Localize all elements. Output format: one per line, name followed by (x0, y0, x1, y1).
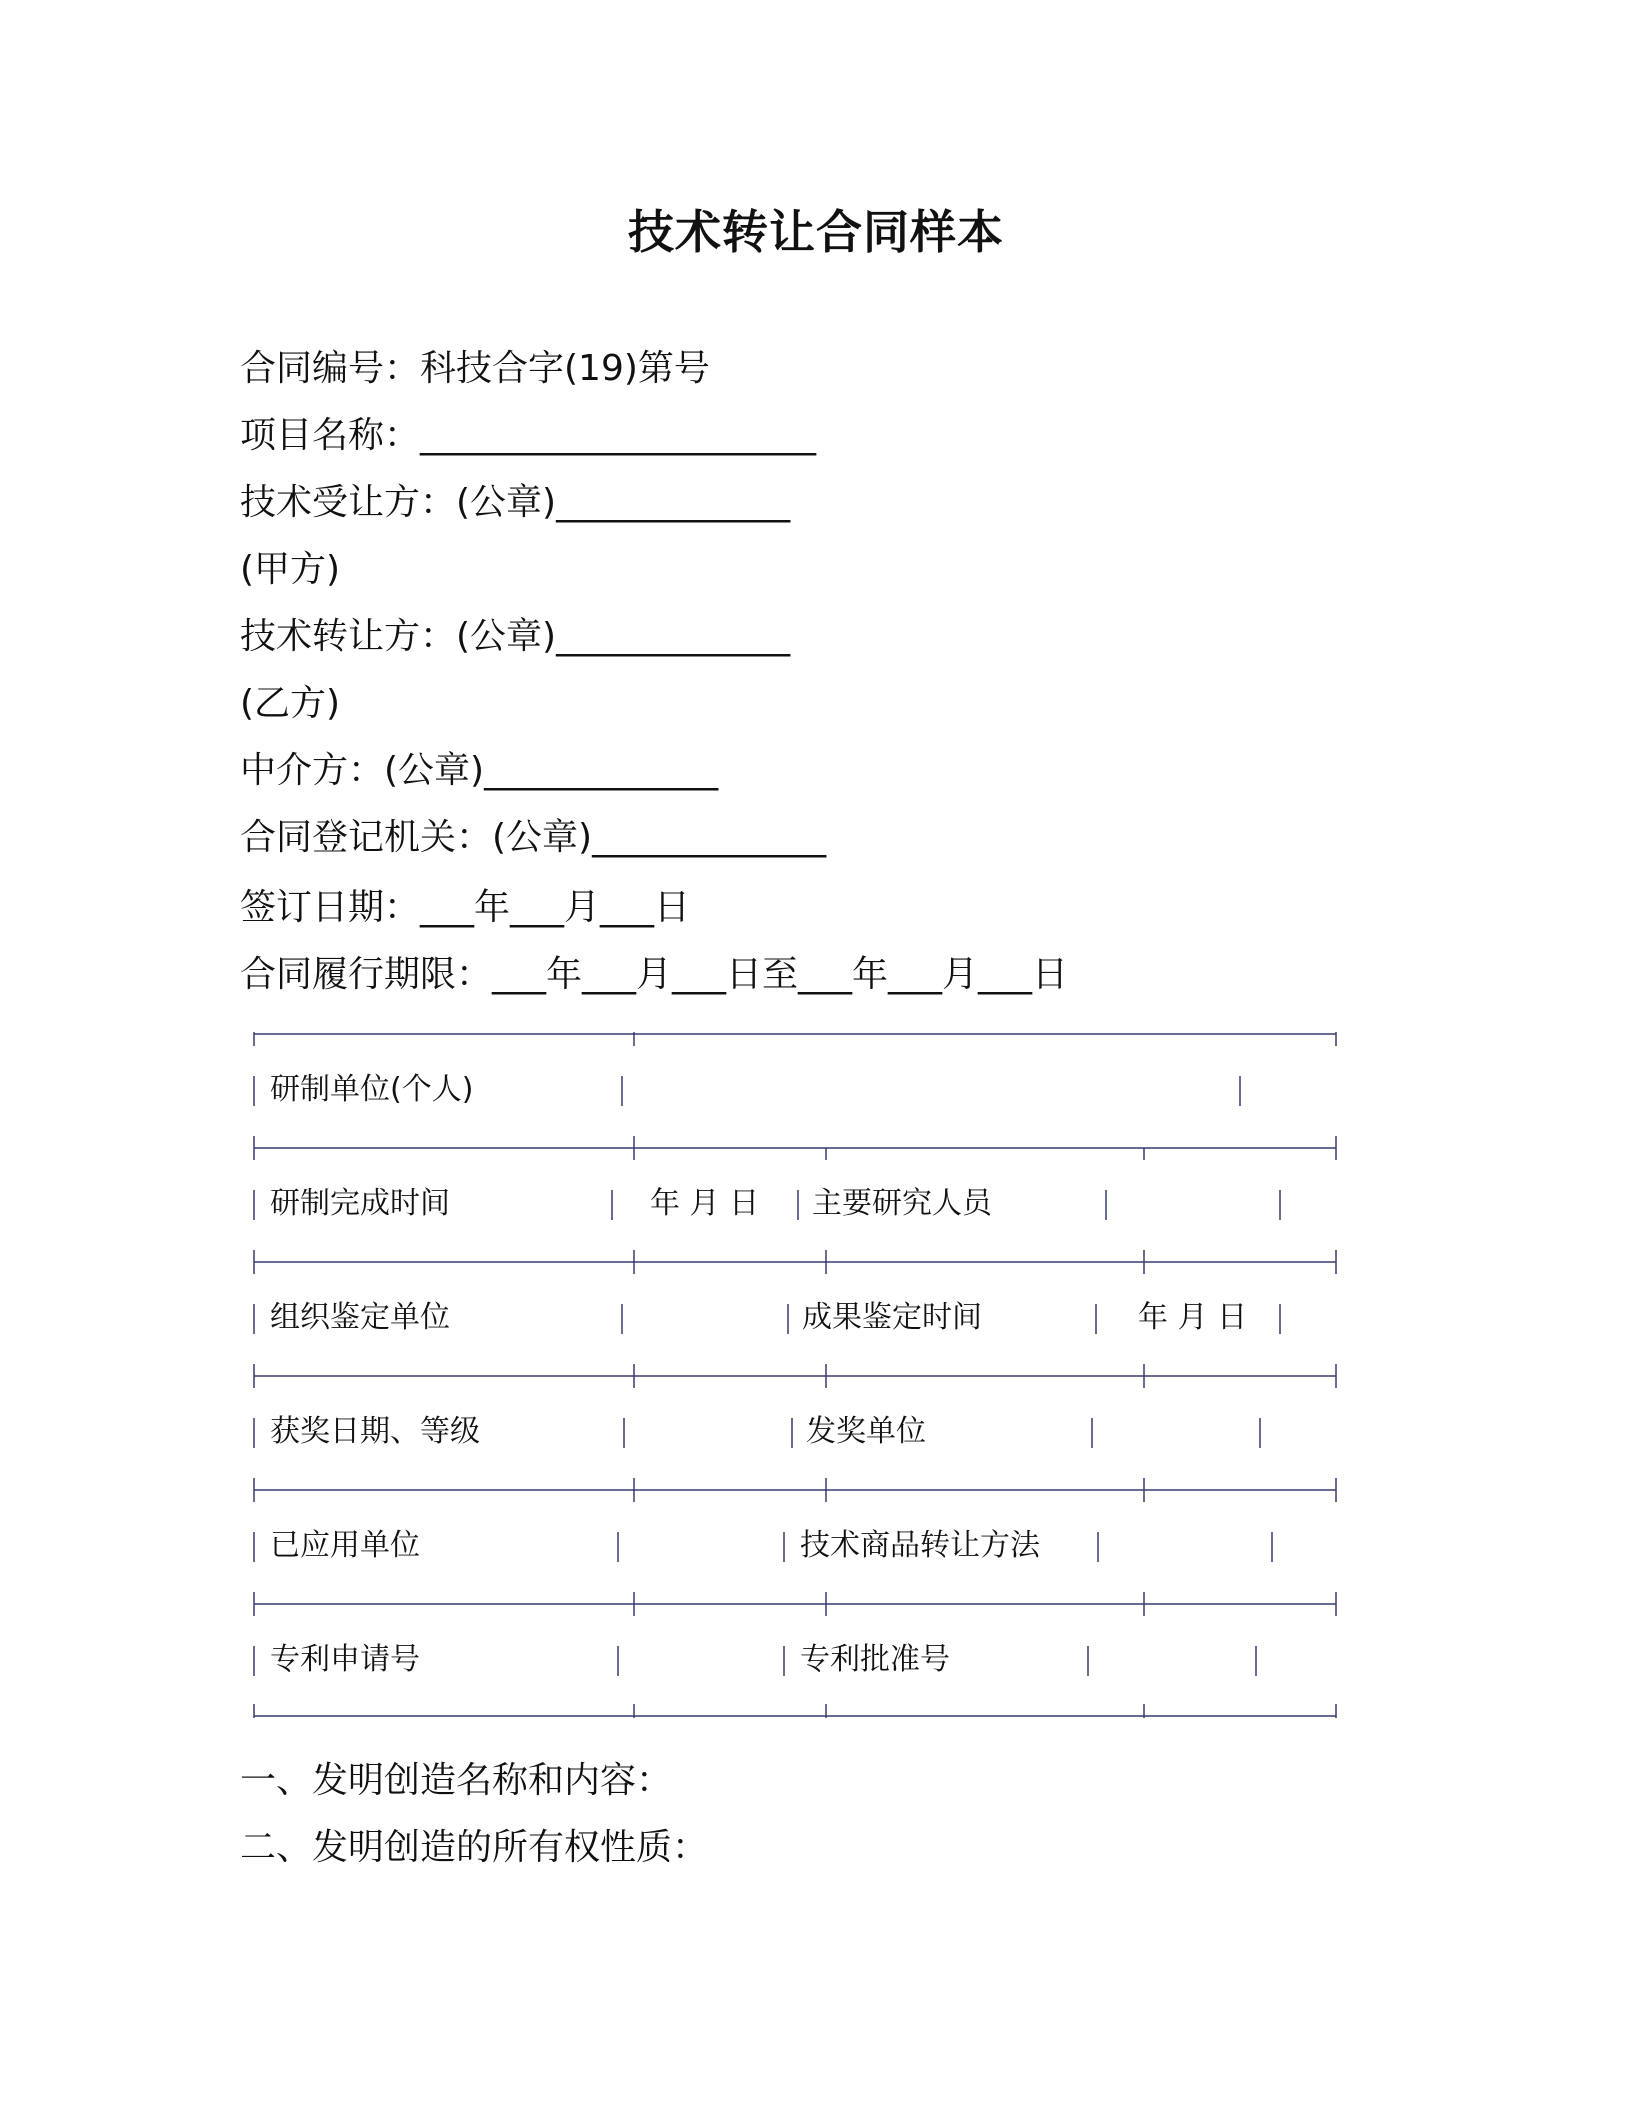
section-invention-name: 一、发明创造名称和内容： (240, 1760, 673, 1801)
patent-application-no-label: 专利申请号 (270, 1642, 420, 1677)
appraisal-time-label: 成果鉴定时间 (802, 1300, 982, 1335)
appraisal-org-label: 组织鉴定单位 (270, 1300, 450, 1335)
table-grid-lines (254, 1032, 1336, 1718)
registration-authority-line: 合同登记机关：(公章)_____________ (240, 817, 827, 858)
document-title: 技术转让合同样本 (628, 205, 1004, 259)
transfer-method-label: 技术商品转让方法 (800, 1528, 1040, 1563)
applied-units-label: 已应用单位 (270, 1528, 420, 1563)
party-b-note: (乙方) (240, 683, 341, 724)
transferor-line: 技术转让方：(公章)_____________ (240, 616, 791, 657)
signing-date-line: 签订日期：___年___月___日 (240, 887, 691, 928)
contract-number-line: 合同编号：科技合字(19)第号 (240, 348, 710, 389)
award-unit-label: 发奖单位 (806, 1414, 926, 1449)
transferee-line: 技术受让方：(公章)_____________ (240, 482, 791, 523)
performance-period-line: 合同履行期限：___年___月___日至___年___月___日 (240, 954, 1069, 995)
project-name-line: 项目名称：______________________ (240, 415, 817, 456)
party-a-note: (甲方) (240, 549, 341, 590)
main-researchers-label: 主要研究人员 (812, 1186, 992, 1221)
rd-unit-label: 研制单位(个人) (270, 1072, 474, 1107)
rd-completion-time-label: 研制完成时间 (270, 1186, 450, 1221)
patent-approval-no-label: 专利批准号 (800, 1642, 950, 1677)
rd-completion-date: 年 月 日 (650, 1186, 760, 1221)
section-ownership-nature: 二、发明创造的所有权性质： (240, 1827, 709, 1868)
award-date-grade-label: 获奖日期、等级 (270, 1414, 480, 1449)
intermediary-line: 中介方：(公章)_____________ (240, 750, 719, 791)
project-info-table (254, 1032, 1336, 1718)
appraisal-date: 年 月 日 (1138, 1300, 1248, 1335)
